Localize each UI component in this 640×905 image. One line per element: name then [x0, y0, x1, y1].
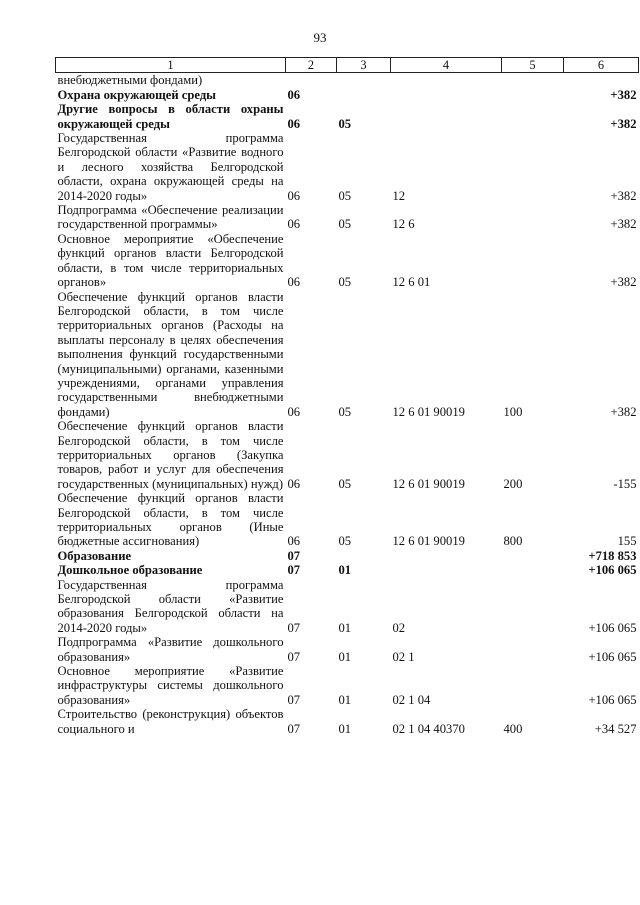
- target-code-cell: 12 6: [392, 217, 415, 232]
- subsection-code-cell: 05: [338, 116, 352, 131]
- section-code-cell: 07: [287, 692, 301, 707]
- target-code-cell: 02 1 04 40370: [392, 721, 465, 736]
- row-name-cell: Обеспечение функций органов власти Белгородской области, в том числе территориальных органов (Иные бюджетные ассигнования): [57, 491, 284, 549]
- section-code-cell: [286, 73, 337, 88]
- row-name-cell: Подпрограмма «Обеспечение реализации государственной программы»: [57, 203, 284, 232]
- expense-type-cell: 400: [503, 721, 523, 736]
- table-row: [56, 88, 639, 102]
- expense-type-cell: [502, 203, 564, 232]
- amount-cell: +382: [610, 188, 637, 203]
- target-code-cell: 12 6 01 90019: [392, 476, 465, 491]
- target-code-cell: 12: [392, 188, 406, 203]
- amount-cell: +382: [610, 275, 637, 290]
- subsection-code-cell: [337, 88, 391, 102]
- subsection-code-cell: 01: [338, 620, 352, 635]
- section-code-cell: 06: [287, 188, 301, 203]
- expense-type-cell: [502, 73, 564, 88]
- expense-type-cell: [502, 635, 564, 664]
- subsection-code-cell: 05: [338, 476, 352, 491]
- section-code-cell: 06: [287, 217, 301, 232]
- row-name-cell: Подпрограмма «Развитие дошкольного образования»: [57, 635, 284, 664]
- expense-type-cell: [502, 563, 564, 577]
- expense-type-cell: [502, 88, 564, 102]
- expense-type-cell: [502, 549, 564, 563]
- subsection-code-cell: 01: [338, 649, 352, 664]
- amount-cell: -155: [613, 476, 637, 491]
- subsection-code-cell: 05: [338, 534, 352, 549]
- table-row: [56, 563, 639, 577]
- row-name-cell: Охрана окружающей среды: [57, 87, 217, 102]
- table-row: [56, 635, 639, 664]
- table-row: [56, 578, 639, 636]
- table-row: [56, 73, 639, 88]
- subsection-code-cell: 05: [338, 217, 352, 232]
- target-code-cell: 12 6 01 90019: [392, 534, 465, 549]
- target-code-cell: [391, 102, 502, 131]
- subsection-code-cell: 01: [338, 692, 352, 707]
- subsection-code-cell: 01: [338, 563, 352, 578]
- expense-type-cell: [502, 131, 564, 203]
- amount-cell: +382: [610, 217, 637, 232]
- section-code-cell: 07: [287, 721, 301, 736]
- target-code-cell: [391, 73, 502, 88]
- amount-cell: +106 065: [588, 620, 637, 635]
- header-row: [56, 58, 639, 73]
- expense-type-cell: [502, 578, 564, 636]
- amount-cell: +106 065: [588, 563, 637, 578]
- column-header-target-code: 4: [391, 58, 502, 73]
- table-header: [56, 58, 639, 73]
- row-name-cell: Государственная программа Белгородской области «Развитие образования Белгородской области на 2014-2020 годы»: [57, 577, 284, 635]
- target-code-cell: 12 6 01: [392, 275, 431, 290]
- row-name-cell: внебюджетными фондами): [57, 73, 203, 88]
- amount-cell: +382: [610, 404, 637, 419]
- target-code-cell: [391, 88, 502, 102]
- row-name-cell: Другие вопросы в области охраны окружающей среды: [57, 102, 284, 131]
- section-code-cell: 06: [287, 116, 301, 131]
- row-name-cell: Основное мероприятие «Обеспечение функций органов власти Белгородской области, в том числе территориальных органов»: [57, 231, 284, 290]
- amount-cell: +106 065: [588, 649, 637, 664]
- expense-type-cell: 800: [503, 534, 523, 549]
- page-number: 93: [313, 30, 327, 45]
- target-code-cell: 12 6 01 90019: [392, 404, 465, 419]
- table-row: [56, 102, 639, 131]
- column-header-expense-type: 5: [502, 58, 564, 73]
- expense-type-cell: 200: [503, 476, 523, 491]
- section-code-cell: 07: [287, 620, 301, 635]
- section-code-cell: 06: [287, 476, 301, 491]
- column-header-subsection: 3: [337, 58, 391, 73]
- row-name-cell: Строительство (реконструкция) объектов социального и: [57, 707, 284, 736]
- amount-cell: +34 527: [594, 721, 637, 736]
- table-row: [56, 419, 639, 491]
- target-code-cell: [391, 563, 502, 577]
- table-row: [56, 232, 639, 290]
- amount-cell: [564, 73, 639, 88]
- amount-cell: +106 065: [588, 692, 637, 707]
- table-body: [56, 73, 639, 736]
- amount-cell: 155: [617, 534, 637, 549]
- row-name-cell: Государственная программа Белгородской области «Развитие водного и лесного хозяйства Белгородской области, охрана окружающей среды на 2014-2020 годы»: [57, 131, 284, 203]
- amount-cell: +382: [610, 87, 637, 102]
- subsection-code-cell: [337, 73, 391, 88]
- budget-table: [55, 57, 639, 736]
- table-row: [56, 290, 639, 420]
- expense-type-cell: 100: [503, 404, 523, 419]
- table-row: [56, 707, 639, 736]
- target-code-cell: [391, 549, 502, 563]
- amount-cell: +718 853: [588, 548, 637, 563]
- table-row: [56, 664, 639, 707]
- row-name-cell: Основное мероприятие «Развитие инфраструктуры системы дошкольного образования»: [57, 664, 284, 707]
- section-code-cell: 07: [287, 548, 301, 563]
- section-code-cell: 06: [287, 534, 301, 549]
- subsection-code-cell: [337, 549, 391, 563]
- expense-type-cell: [502, 232, 564, 290]
- target-code-cell: 02 1: [392, 649, 415, 664]
- expense-type-cell: [502, 664, 564, 707]
- table-row: [56, 131, 639, 203]
- subsection-code-cell: 01: [338, 721, 352, 736]
- section-code-cell: 06: [287, 87, 301, 102]
- target-code-cell: 02: [392, 620, 406, 635]
- expense-type-cell: [502, 102, 564, 131]
- subsection-code-cell: 05: [338, 188, 352, 203]
- row-name-cell: Дошкольное образование: [57, 563, 203, 578]
- target-code-cell: 02 1 04: [392, 692, 431, 707]
- row-name-cell: Обеспечение функций органов власти Белгородской области, в том числе территориальных органов (Расходы на выплаты персоналу в целях обеспечения выполнения функций государственными (муниципальными) органами, казенными учреждениями, органами управления государственными внебюджетными фондами): [57, 289, 284, 419]
- table-row: [56, 203, 639, 232]
- subsection-code-cell: 05: [338, 404, 352, 419]
- column-header-amount: 6: [564, 58, 639, 73]
- section-code-cell: 06: [287, 404, 301, 419]
- section-code-cell: 06: [287, 275, 301, 290]
- amount-cell: +382: [610, 116, 637, 131]
- column-header-name: 1: [56, 58, 286, 73]
- row-name-cell: Обеспечение функций органов власти Белгородской области, в том числе территориальных органов (Закупка товаров, работ и услуг для обеспечения государственных (муниципальных) нужд): [57, 419, 284, 491]
- subsection-code-cell: 05: [338, 275, 352, 290]
- column-header-section: 2: [286, 58, 337, 73]
- section-code-cell: 07: [287, 563, 301, 578]
- section-code-cell: 07: [287, 649, 301, 664]
- table-row: [56, 549, 639, 563]
- table-row: [56, 491, 639, 549]
- row-name-cell: Образование: [57, 548, 132, 563]
